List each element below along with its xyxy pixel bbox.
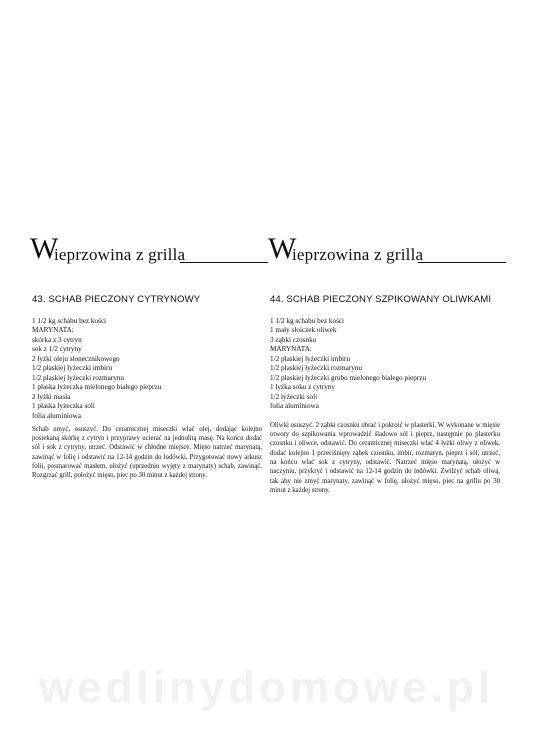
method-text: Oliwki osuszyć. 2 ząbki czosnku obrać i pokroić w plasterki. W wykonane w mięsie otwory do szpikowania wprowadzić śladowo sól i pieprz, następnie po plasterku czosnku i oliwce, odstawić. Do ceramicznej miseczki wlać 4 łyżki oliwy z oliwek, dodać kolejno 1 przeciśnięty ząbek czosnku, imbir, rozmaryn, pieprz i sól, utrzeć, na końcu wlać sok z cytryny, odstawić. Natrzeć mięso marynatą, ułożyć w naczyniu, przykryć i odstawić na 12-14 godzin do lodówki. Zwilżyć schab oliwą, tak aby nie zmyć marynaty, zawinąć w folię, ułożyć mięso, piec na grillu po 30 minut z każdej strony. — [270, 421, 500, 494]
method-text: Schab umyć, osuszyć. Do ceramicznej miseczki wlać olej, dodając kolejno posiekaną skórkę z cytryn i przyprawy ucierać na jednolitą masę. Na końcu dodać sól i sok z cytryny, utrzeć. Odstawić w chłodne miejsce. Mięso natrzeć marynatą, zawinąć w folię i odstawić na 12-14 godzin do lodówki. Przygotować nowy arkusz folii, posmarować masłem, ułożyć (uprzednio wyjęty z marynaty) schab, zawinąć. Rozgrzać grill, położyć mięso, piec po 30 minut z każdej strony. — [32, 425, 262, 480]
ingredient-item: skórka z 3 cytryn — [32, 335, 82, 344]
recipe-44 — [268, 228, 508, 494]
ingredient-item: 1/2 płaskiej łyżeczki rozmarynu — [32, 373, 125, 382]
watermark: wedlinydomowe.pl — [38, 663, 495, 712]
ingredient-list — [270, 317, 426, 412]
header-rule — [418, 262, 506, 263]
header-initial: W — [30, 232, 58, 265]
ingredient-item: 1/2 płaskiej łyżeczki imbiru — [32, 364, 113, 373]
ingredient-item: 1/2 płaskiej łyżeczki grubo mielonego białego pieprzu — [270, 373, 427, 382]
ingredient-item: 2 łyżki oleju słonecznikowego — [32, 354, 120, 363]
ingredient-item: 2 łyżki masła — [32, 392, 71, 401]
ingredient-item: folia aluminiowa — [270, 402, 319, 411]
section-header — [30, 228, 270, 268]
recipe-43 — [30, 228, 270, 480]
ingredient-item: 3 ząbki czosnku — [270, 335, 317, 344]
ingredient-item: 1/2 płaskiej łyżeczki imbiru — [270, 354, 351, 363]
header-initial: W — [268, 232, 296, 265]
ingredient-item: 1/2 płaskiej łyżeczki rozmarynu — [270, 364, 363, 373]
recipe-title: 44. SCHAB PIECZONY SZPIKOWANY OLIWKAMI — [270, 294, 492, 305]
ingredient-item: 1 1/2 kg schabu bez kości — [270, 317, 345, 325]
recipe-title: 43. SCHAB PIECZONY CYTRYNOWY — [32, 294, 201, 305]
ingredient-item: 1 łyżka soku z cytryny — [270, 383, 336, 392]
section-header — [268, 228, 508, 268]
ingredient-item: MARYNATA: — [32, 326, 74, 335]
ingredient-item: 1/2 łyżeczki soli — [270, 392, 318, 401]
ingredient-item: sok z 1/2 cytryny — [32, 345, 82, 354]
header-rule — [180, 262, 268, 263]
ingredient-item: 1 mały słoiczek oliwek — [270, 326, 337, 335]
ingredient-item: 1 płaska łyżeczka soli — [32, 402, 95, 411]
ingredient-list — [32, 317, 161, 421]
ingredient-item: folia aluminiowa — [32, 411, 81, 420]
header-text: ieprzowina z grilla — [292, 245, 424, 264]
ingredient-item: 1 płaska łyżeczka mielonego białego pieprzu — [32, 383, 162, 392]
header-text: ieprzowina z grilla — [54, 245, 186, 264]
ingredient-item: 1 1/2 kg schabu bez kości — [32, 317, 107, 325]
ingredient-item: MARYNATA: — [270, 345, 312, 354]
